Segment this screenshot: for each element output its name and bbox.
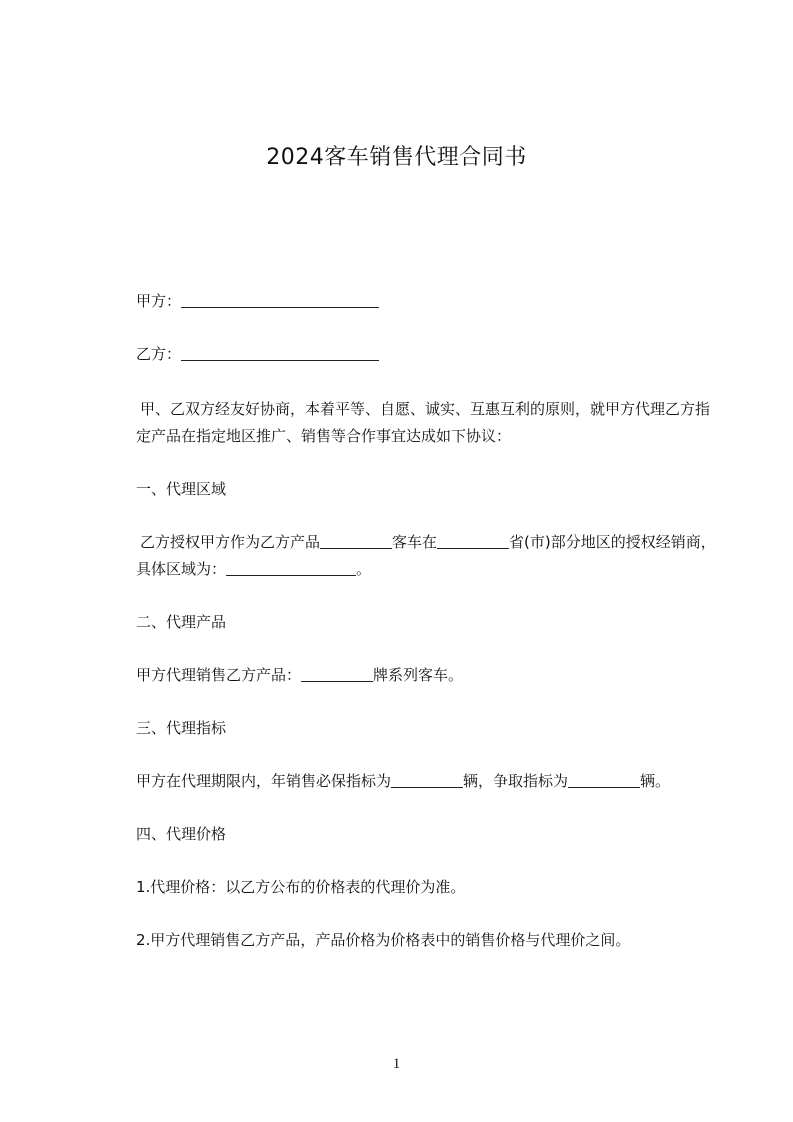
section3-text-b: 辆，争取指标为 <box>463 772 569 790</box>
page-number: 1 <box>392 1056 401 1072</box>
section3-text-c: 辆。 <box>640 772 671 790</box>
section2-heading: 二、代理产品 <box>136 613 227 631</box>
province-blank <box>437 532 509 549</box>
section1-paragraph <box>136 529 721 583</box>
section4-item-1: 1.代理价格：以乙方公布的价格表的代理价为准。 <box>136 878 466 896</box>
party-a-blank <box>181 291 379 308</box>
section1-text-c: 省(市)部分地区的授权经销商，具体区域为： <box>136 533 716 578</box>
section2-text-b: 牌系列客车。 <box>373 666 464 684</box>
brand-blank <box>301 665 373 682</box>
section3-heading: 三、代理指标 <box>136 719 227 737</box>
party-b-blank <box>181 344 379 361</box>
section2-text-a: 甲方代理销售乙方产品： <box>136 666 302 684</box>
region-blank <box>226 559 356 576</box>
party-a-line <box>136 291 379 311</box>
stretch-target-blank <box>568 771 640 788</box>
section1-text-b: 客车在 <box>392 533 438 551</box>
section1-text-a: 乙方授权甲方作为乙方产品 <box>140 533 321 551</box>
party-a-label: 甲方： <box>136 292 182 310</box>
guaranteed-target-blank <box>391 771 463 788</box>
section4-item-2: 2.甲方代理销售乙方产品，产品价格为价格表中的销售价格与代理价之间。 <box>136 931 631 949</box>
section4-heading: 四、代理价格 <box>136 825 227 843</box>
section3-paragraph <box>136 771 670 791</box>
section1-text-d: 。 <box>356 560 372 578</box>
party-b-line <box>136 344 379 364</box>
intro-paragraph: 甲、乙双方经友好协商，本着平等、自愿、诚实、互惠互利的原则，就甲方代理乙方指定产品在指定地区推广、销售等合作事宜达成如下协议： <box>136 400 711 445</box>
party-b-label: 乙方： <box>136 345 182 363</box>
section1-heading: 一、代理区域 <box>136 480 227 498</box>
product-blank <box>320 532 392 549</box>
section2-paragraph <box>136 665 463 685</box>
document-title: 2024客车销售代理合同书 <box>266 145 527 170</box>
section3-text-a: 甲方在代理期限内，年销售必保指标为 <box>136 772 392 790</box>
